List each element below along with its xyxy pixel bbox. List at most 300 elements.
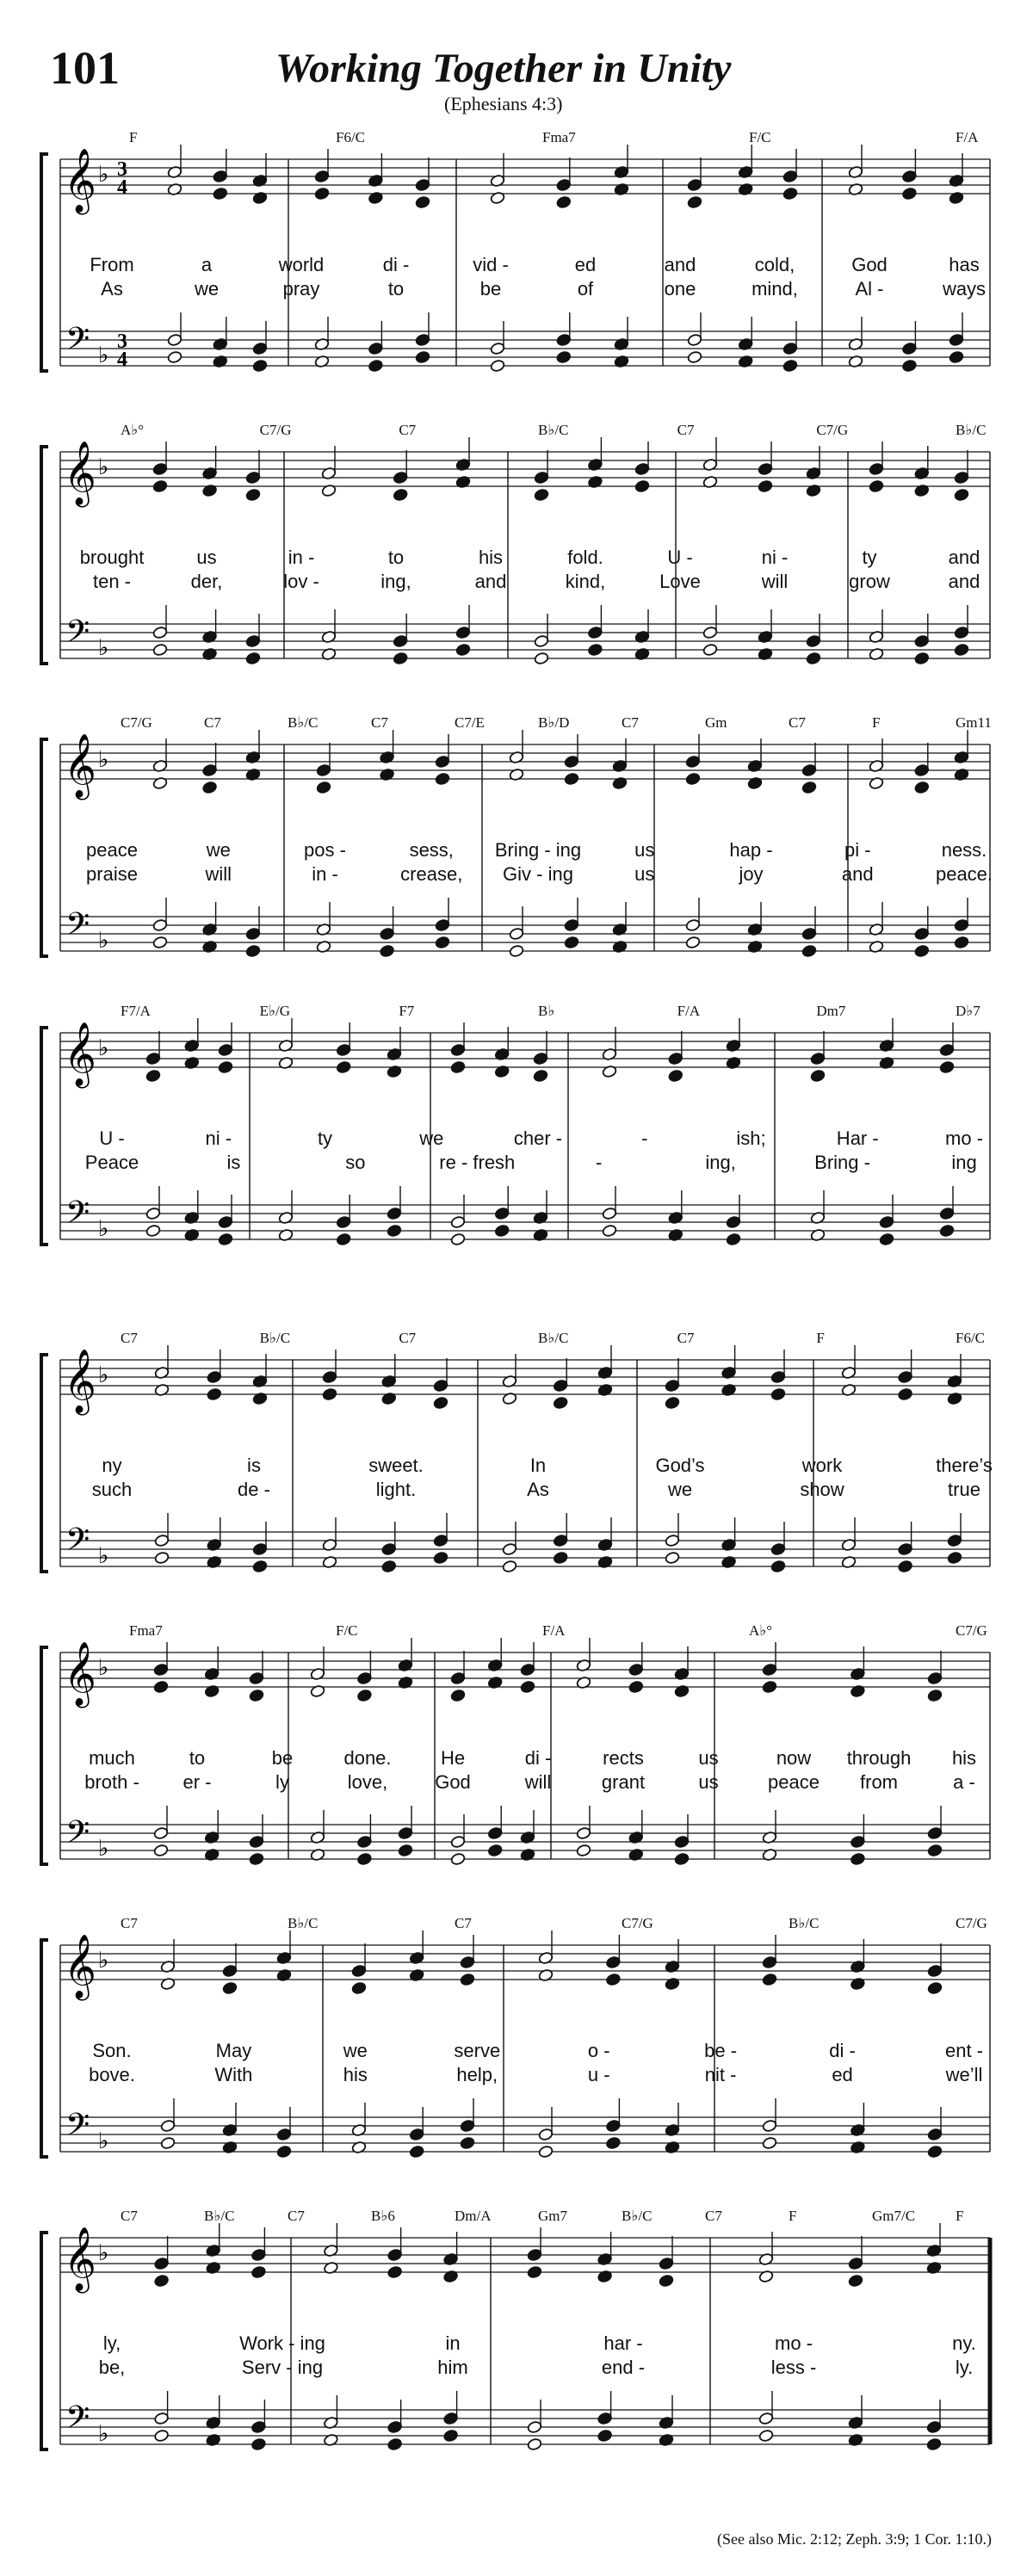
bass-note xyxy=(487,1844,503,1856)
verse-2-lyric: As xyxy=(101,278,123,300)
soprano-note xyxy=(770,1370,786,1383)
bass-note xyxy=(553,1551,568,1564)
key-signature-flat-icon: ♭ xyxy=(98,1655,109,1681)
bass-note xyxy=(153,1844,169,1856)
chord-symbol: B♭/C xyxy=(259,1330,291,1346)
bass-note xyxy=(927,2145,943,2158)
bass-note xyxy=(387,2437,403,2450)
chord-symbol: C7 xyxy=(399,422,417,438)
chord-symbol: F/A xyxy=(542,1622,566,1639)
alto-note xyxy=(553,1396,568,1409)
chord-symbol: Gm7 xyxy=(538,2208,567,2224)
verse-1-lyric: in - xyxy=(288,547,315,568)
tenor-note xyxy=(152,626,168,639)
tenor-note xyxy=(927,2128,943,2140)
bass-note xyxy=(782,359,798,372)
verse-1-lyric: di - xyxy=(829,2040,856,2061)
verse-1-lyric: hap - xyxy=(729,839,773,861)
verse-2-lyric: ly. xyxy=(955,2357,974,2378)
verse-1-lyric: and xyxy=(664,254,696,275)
key-signature-flat-icon: ♭ xyxy=(98,343,109,368)
alto-note xyxy=(154,2274,170,2287)
bass-note xyxy=(687,350,702,363)
time-signature-top: 3 xyxy=(117,330,127,353)
verse-1-lyric: ny. xyxy=(952,2332,976,2354)
alto-note xyxy=(782,187,798,200)
verse-2-lyric: his xyxy=(343,2064,368,2085)
alto-note xyxy=(520,1680,535,1693)
bass-note xyxy=(914,652,930,664)
soprano-note xyxy=(393,471,408,484)
tenor-note xyxy=(356,1835,372,1848)
alto-note xyxy=(336,1060,351,1073)
chord-symbol: C7/G xyxy=(956,1915,987,1931)
bass-note xyxy=(538,2145,554,2158)
tenor-note xyxy=(252,1542,268,1555)
verse-2-lyric: will xyxy=(524,1771,552,1793)
chord-symbol: B♭/C xyxy=(622,2208,653,2224)
chord-symbol: Fma7 xyxy=(129,1622,163,1639)
soprano-note xyxy=(314,170,330,182)
alto-note xyxy=(218,1060,233,1073)
key-signature-flat-icon: ♭ xyxy=(98,635,109,661)
chord-symbol: C7/G xyxy=(121,714,152,731)
verse-2-lyric: der, xyxy=(190,571,223,592)
alto-note xyxy=(810,1069,826,1082)
bass-note xyxy=(368,359,383,372)
verse-2-lyric: end - xyxy=(601,2357,646,2378)
tenor-note xyxy=(251,2420,266,2433)
verse-2-lyric: a - xyxy=(953,1771,975,1793)
tenor-note xyxy=(879,1215,894,1228)
tenor-note xyxy=(850,1835,865,1848)
bass-note xyxy=(393,652,408,664)
chord-symbol: B♭/C xyxy=(204,2208,235,2224)
bass-note xyxy=(898,1560,913,1572)
verse-2-lyric: Giv - ing xyxy=(503,863,573,885)
verse-1-lyric: through xyxy=(846,1747,912,1769)
bass-note xyxy=(145,1224,161,1237)
tenor-note xyxy=(726,1215,741,1228)
soprano-note xyxy=(213,170,228,182)
verse-2-lyric: and xyxy=(948,571,980,592)
bass-note xyxy=(387,1224,402,1237)
verse-2-lyric: light. xyxy=(375,1479,417,1500)
verse-1-lyric: us xyxy=(698,1747,719,1769)
verse-2-lyric: in - xyxy=(312,863,338,885)
tenor-note xyxy=(502,1542,517,1555)
soprano-note xyxy=(154,2257,170,2270)
verse-1-lyric: we xyxy=(343,2040,368,2061)
soprano-note xyxy=(527,2248,542,2261)
verse-1-lyric: ni - xyxy=(205,1127,232,1149)
music-system xyxy=(0,714,1033,964)
chord-symbol: B♭/C xyxy=(538,422,569,438)
key-signature-flat-icon: ♭ xyxy=(98,1362,109,1388)
soprano-note xyxy=(801,763,817,776)
hymn-title: Working Together in Unity xyxy=(275,46,732,91)
chord-symbol: C7/E xyxy=(455,714,485,731)
tenor-note xyxy=(556,333,572,346)
treble-staff xyxy=(60,744,990,779)
verse-1-lyric: we xyxy=(206,839,231,861)
verse-2-lyric: us xyxy=(634,863,655,885)
bass-note xyxy=(494,1224,510,1237)
tenor-note xyxy=(276,2128,292,2140)
music-system xyxy=(0,2208,1033,2457)
bass-note xyxy=(490,359,505,372)
soprano-note xyxy=(762,1955,777,1968)
verse-2-lyric: ing xyxy=(951,1152,977,1173)
bass-note xyxy=(879,1232,894,1245)
verse-2-lyric: praise xyxy=(86,863,138,885)
tenor-note xyxy=(387,1207,402,1220)
soprano-note xyxy=(218,1043,233,1056)
alto-note xyxy=(207,1387,222,1400)
chord-symbol: B♭/D xyxy=(538,714,570,731)
bass-note xyxy=(336,1232,351,1245)
tenor-note xyxy=(487,1826,503,1839)
verse-1-lyric: har - xyxy=(603,2332,643,2354)
verse-1-lyric: mo - xyxy=(775,2332,813,2354)
verse-2-lyric: is xyxy=(226,1152,241,1173)
verse-2-lyric: us xyxy=(698,1771,719,1793)
soprano-note xyxy=(898,1370,913,1383)
verse-2-lyric: bove. xyxy=(89,2064,135,2085)
alto-note xyxy=(527,2265,542,2278)
soprano-note xyxy=(435,755,450,768)
tenor-note xyxy=(387,2420,403,2433)
bass-note xyxy=(770,1560,786,1572)
tenor-note xyxy=(538,2128,554,2140)
bass-note xyxy=(509,944,524,957)
bass-note xyxy=(245,652,261,664)
key-signature-flat-icon: ♭ xyxy=(98,747,109,773)
tenor-note xyxy=(252,342,268,355)
tenor-note xyxy=(450,1215,466,1228)
key-signature-flat-icon: ♭ xyxy=(98,2128,109,2154)
verse-2-lyric: be xyxy=(479,278,502,300)
chord-symbol: C7 xyxy=(677,1330,695,1346)
bass-note xyxy=(597,2429,613,2442)
tenor-note xyxy=(801,927,817,940)
verse-1-lyric: now xyxy=(776,1747,812,1769)
verse-1-lyric: has xyxy=(949,254,980,275)
tenor-note xyxy=(152,918,168,931)
chord-symbol: Gm7/C xyxy=(872,2208,916,2224)
bass-note xyxy=(726,1232,741,1245)
bass-note xyxy=(450,1852,466,1865)
chord-symbol: C7/G xyxy=(816,422,849,438)
key-signature-flat-icon: ♭ xyxy=(98,1543,109,1569)
soprano-note xyxy=(251,2248,266,2261)
chord-symbol: C7 xyxy=(677,422,695,438)
staff-system-graphic xyxy=(0,2208,1033,2457)
alto-note xyxy=(901,187,917,200)
soprano-note xyxy=(927,1671,943,1684)
alto-note xyxy=(145,1069,161,1082)
bass-note xyxy=(576,1844,591,1856)
key-signature-flat-icon: ♭ xyxy=(98,1035,109,1061)
verse-1-lyric: world xyxy=(278,254,325,275)
verse-1-lyric: brought xyxy=(79,547,145,568)
verse-1-lyric: fold. xyxy=(567,547,603,568)
soprano-note xyxy=(564,755,579,768)
verse-1-lyric: there’s xyxy=(936,1455,993,1476)
soprano-note xyxy=(556,178,572,191)
alto-note xyxy=(634,479,650,492)
verse-1-lyric: God’s xyxy=(655,1455,705,1476)
verse-1-lyric: o - xyxy=(587,2040,610,2061)
soprano-note xyxy=(758,462,773,475)
chord-symbol: B♭6 xyxy=(371,2208,395,2224)
chord-symbol: F6/C xyxy=(956,1330,986,1346)
verse-2-lyric: Peace xyxy=(84,1152,139,1173)
tenor-note xyxy=(534,634,549,647)
scripture-reference: (Ephesians 4:3) xyxy=(444,93,563,114)
tenor-note xyxy=(587,626,603,639)
bass-note xyxy=(901,359,917,372)
chord-symbol: C7 xyxy=(121,1330,138,1346)
verse-2-lyric: - xyxy=(596,1152,603,1173)
soprano-note xyxy=(628,1663,644,1676)
alto-note xyxy=(564,772,579,785)
bass-note xyxy=(947,1551,962,1564)
alto-note xyxy=(314,187,330,200)
alto-note xyxy=(356,1689,372,1702)
tenor-note xyxy=(914,927,930,940)
tenor-note xyxy=(415,333,430,346)
verse-1-lyric: a xyxy=(201,254,213,275)
tenor-note xyxy=(450,1835,466,1848)
alto-note xyxy=(533,1069,548,1082)
bass-note xyxy=(758,2429,774,2442)
tenor-note xyxy=(605,2119,621,2132)
alto-note xyxy=(954,488,969,501)
bass-clef-icon: 𝄢 xyxy=(65,2107,90,2151)
tenor-note xyxy=(758,2412,774,2425)
tenor-note xyxy=(898,1542,913,1555)
tenor-note xyxy=(460,2119,475,2132)
chord-symbol: F7 xyxy=(399,1003,415,1019)
verse-2-lyric: to xyxy=(387,278,405,300)
verse-1-lyric: mo - xyxy=(945,1127,983,1149)
bass-note xyxy=(249,1852,264,1865)
verse-2-lyric: we xyxy=(194,278,220,300)
tenor-note xyxy=(153,1826,169,1839)
verse-2-lyric: mind, xyxy=(752,278,798,300)
verse-1-lyric: ty xyxy=(862,547,877,568)
alto-note xyxy=(450,1689,466,1702)
verse-2-lyric: Al - xyxy=(855,278,884,300)
chord-symbol: C7 xyxy=(121,1915,138,1931)
tenor-note xyxy=(564,918,579,931)
verse-1-lyric: di - xyxy=(524,1747,552,1769)
tenor-note xyxy=(336,1215,351,1228)
chord-symbol: C7 xyxy=(789,714,806,731)
tenor-note xyxy=(954,918,969,931)
chord-symbol: F xyxy=(789,2208,797,2224)
tenor-note xyxy=(154,1534,170,1547)
bass-note xyxy=(160,2136,176,2149)
tenor-note xyxy=(494,1207,510,1220)
verse-2-lyric: less - xyxy=(770,2357,817,2378)
tenor-note xyxy=(381,1542,397,1555)
hymn-number: 101 xyxy=(50,42,120,94)
bass-note xyxy=(914,944,930,957)
system-bracket xyxy=(41,447,48,664)
alto-note xyxy=(665,1396,680,1409)
tenor-note xyxy=(762,2119,777,2132)
tenor-note xyxy=(576,1826,591,1839)
verse-2-lyric: broth - xyxy=(84,1771,139,1793)
soprano-note xyxy=(351,1964,367,1977)
time-signature-bottom: 4 xyxy=(117,176,127,199)
soprano-note xyxy=(685,755,701,768)
chord-symbol: F/A xyxy=(677,1003,701,1019)
bass-note xyxy=(252,359,268,372)
alto-note xyxy=(435,772,450,785)
alto-note xyxy=(202,781,218,794)
verse-2-lyric: show xyxy=(800,1479,844,1500)
bass-note xyxy=(415,350,430,363)
key-signature-flat-icon: ♭ xyxy=(98,2240,109,2266)
tenor-note xyxy=(245,927,261,940)
tenor-note xyxy=(927,1826,943,1839)
tenor-note xyxy=(939,1207,955,1220)
tenor-note xyxy=(553,1534,568,1547)
soprano-note xyxy=(954,471,969,484)
bass-note xyxy=(398,1844,413,1856)
soprano-note xyxy=(810,1052,826,1065)
chord-symbol: F/A xyxy=(956,129,979,145)
verse-2-lyric: peace. xyxy=(935,863,993,885)
bass-note xyxy=(949,350,964,363)
music-system xyxy=(0,1330,1033,1579)
soprano-note xyxy=(387,2248,403,2261)
verse-1-lyric: to xyxy=(387,547,405,568)
verse-2-lyric: Bring - xyxy=(814,1152,870,1173)
verse-1-lyric: to xyxy=(189,1747,206,1769)
verse-1-lyric: He xyxy=(440,1747,466,1769)
chord-symbol: Dm7 xyxy=(816,1003,846,1019)
alto-note xyxy=(222,1981,238,1994)
chord-symbol: C7 xyxy=(288,2208,305,2224)
verse-1-lyric: be xyxy=(271,1747,294,1769)
verse-1-lyric: in xyxy=(445,2332,461,2354)
tenor-note xyxy=(702,626,718,639)
verse-2-lyric: With xyxy=(214,2064,253,2085)
verse-2-lyric: Love xyxy=(659,571,701,592)
verse-2-lyric: love, xyxy=(347,1771,388,1793)
verse-1-lyric: di - xyxy=(382,254,410,275)
verse-2-lyric: de - xyxy=(238,1479,270,1500)
chord-symbol: Gm xyxy=(705,714,727,731)
verse-1-lyric: pos - xyxy=(304,839,346,861)
verse-2-lyric: crease, xyxy=(400,863,463,885)
tenor-note xyxy=(145,1207,161,1220)
tenor-note xyxy=(782,342,798,355)
verse-2-lyric: God xyxy=(435,1771,471,1793)
chord-symbol: C7 xyxy=(399,1330,417,1346)
music-system xyxy=(0,1622,1033,1872)
bass-note xyxy=(762,2136,777,2149)
bass-note xyxy=(939,1224,955,1237)
verse-1-lyric: ny xyxy=(102,1455,122,1476)
tenor-note xyxy=(160,2119,176,2132)
verse-1-lyric: U - xyxy=(99,1127,125,1149)
chord-symbol: D♭7 xyxy=(956,1003,980,1019)
bass-note xyxy=(252,1560,268,1572)
chord-symbol: B♭/C xyxy=(288,1915,319,1931)
verse-2-lyric: re - fresh xyxy=(439,1152,516,1173)
bass-note xyxy=(152,643,168,656)
alto-note xyxy=(848,2274,863,2287)
soprano-note xyxy=(356,1671,372,1684)
verse-1-lyric: ish; xyxy=(736,1127,766,1149)
chord-symbol: Fma7 xyxy=(542,129,576,145)
alto-note xyxy=(415,195,430,208)
verse-1-lyric: pi - xyxy=(844,839,871,861)
soprano-note xyxy=(222,1964,238,1977)
chord-symbol: B♭/C xyxy=(288,714,319,731)
alto-note xyxy=(927,1689,943,1702)
time-signature-bottom: 4 xyxy=(117,349,127,371)
bass-note xyxy=(954,643,969,656)
verse-2-lyric: pray xyxy=(282,278,320,300)
treble-clef-icon: 𝄞 xyxy=(64,1935,96,1998)
alto-note xyxy=(770,1387,786,1400)
music-system xyxy=(0,129,1033,379)
alto-note xyxy=(556,195,572,208)
system-bracket xyxy=(41,2233,48,2449)
treble-clef-icon: 𝄞 xyxy=(64,442,96,505)
chord-symbol: B♭/C xyxy=(538,1330,569,1346)
tenor-note xyxy=(368,342,383,355)
verse-2-lyric: ing, xyxy=(380,571,411,592)
verse-2-lyric: ten - xyxy=(92,571,132,592)
verse-2-lyric: grant xyxy=(601,1771,646,1793)
verse-2-lyric: from xyxy=(860,1771,898,1793)
bass-note xyxy=(702,643,718,656)
key-signature-flat-icon: ♭ xyxy=(98,928,109,954)
bass-clef-icon: 𝄢 xyxy=(65,906,90,950)
chord-symbol: C7 xyxy=(371,714,388,731)
verse-1-lyric: peace xyxy=(86,839,138,861)
bass-note xyxy=(806,652,821,664)
verse-1-lyric: ly, xyxy=(102,2332,121,2354)
system-bracket xyxy=(41,1355,48,1572)
verse-2-lyric: him xyxy=(437,2357,468,2378)
verse-1-lyric: and xyxy=(948,547,980,568)
verse-1-lyric: Bring - ing xyxy=(494,839,582,861)
tenor-note xyxy=(926,2420,942,2433)
alto-note xyxy=(387,2265,403,2278)
tenor-note xyxy=(597,2412,613,2425)
chord-symbol: F/C xyxy=(749,129,771,145)
tenor-note xyxy=(245,634,261,647)
tenor-note xyxy=(665,1534,680,1547)
bass-clef-icon: 𝄢 xyxy=(65,1522,90,1566)
chord-symbol: A♭° xyxy=(121,422,145,438)
system-bracket xyxy=(41,1647,48,1864)
bass-note xyxy=(605,2136,621,2149)
verse-2-lyric: of xyxy=(577,278,594,300)
soprano-note xyxy=(634,462,650,475)
bass-clef-icon: 𝄢 xyxy=(65,2400,90,2443)
alto-note xyxy=(152,479,168,492)
tenor-note xyxy=(674,1835,690,1848)
